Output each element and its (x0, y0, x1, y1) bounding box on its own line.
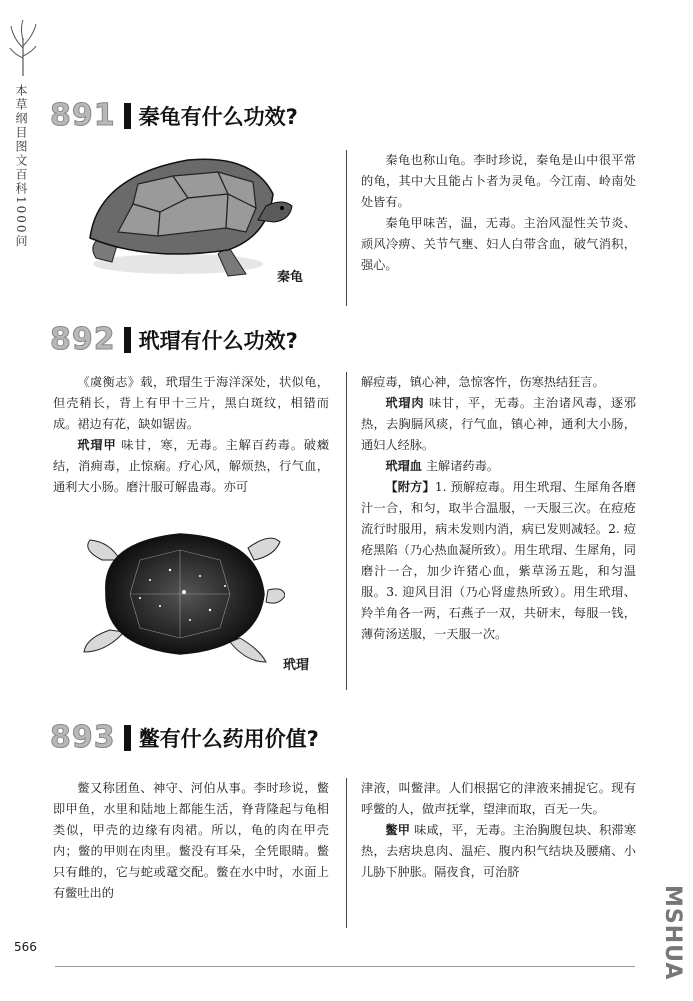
heading-bar (124, 327, 131, 353)
section-893-heading (50, 720, 319, 755)
paragraph (361, 820, 636, 883)
paragraph: 《虞衡志》载，玳瑁生于海洋深处，状似龟，但壳稍长，背上有甲十三片，黑白斑纹，相错而成。裙边有花，缺如锯齿。 (53, 375, 329, 431)
term: 【附方】 (385, 480, 435, 494)
paragraph (361, 393, 636, 456)
paragraph-text: 味甘，平，无毒。主治诸风毒，逐邪热，去胸膈风痰，行气血，镇心神，通利大小肠，通妇人经脉。 (361, 396, 637, 452)
column-divider (346, 778, 347, 928)
hawksbill-caption: 玳瑁 (283, 658, 310, 673)
section-number: 893 (50, 720, 116, 755)
paragraph-text: 味咸，平，无毒。主治胸腹包块、积滞寒热，去痞块息肉、温疟、腹内积气结块及腰痛、小儿胁下肿胀。隔夜食，可治脐 (361, 823, 637, 879)
watermark: MSHUA (660, 885, 685, 981)
section-891-heading (50, 98, 298, 133)
paragraph-text: 1. 预解痘毒。用生玳瑁、生犀角各磨汁一合，和匀，取半合温服，一天服三次。在痘疮流行时服用，病未发则内消，病已发则减轻。2. 痘疮黑陷（乃心热血凝所致）。用生玳瑁、生犀角，同磨汁一合，加少许猪心血，紫草汤五匙，和匀温服。3. 迎风目泪（乃心肾虚热所致）。用生玳瑁、羚羊角各一两，石燕子一双，共研末，每服一钱，薄荷汤送服，一天服一次。 (361, 480, 636, 641)
paragraph: 解痘毒，镇心神，急惊客忤，伤寒热结狂言。 (361, 375, 605, 389)
page-number: 566 (14, 940, 37, 954)
paragraph (53, 435, 329, 498)
section-number: 891 (50, 98, 116, 133)
side-book-title: 本草纲目图文百科1000问 (14, 84, 28, 249)
term: 鳖甲 (385, 823, 411, 837)
heading-bar (124, 725, 131, 751)
paragraph: 津液，叫鳖津。人们根据它的津液来捕捉它。现有呼鳖的人，做声抚掌，望津而取，百无一失。 (361, 781, 636, 816)
paragraph-text: 主解诸药毒。 (421, 459, 499, 473)
hawksbill-illustration (80, 520, 285, 665)
qin-turtle-caption: 秦龟 (277, 270, 304, 285)
s893-right-column (361, 778, 636, 883)
column-divider (346, 372, 347, 690)
s893-left-column (53, 778, 329, 904)
paragraph-text: 味甘，寒，无毒。主解百药毒。破癥结，消痈毒，止惊痫。疗心风，解烦热，行气血，通利大小肠。磨汁服可解蛊毒。亦可 (53, 438, 330, 494)
section-title: 玳瑁有什么功效? (138, 328, 298, 353)
section-number: 892 (50, 322, 116, 357)
s891-right-column (361, 150, 636, 276)
paragraph: 鳖又称团鱼、神守、河伯从事。李时珍说，鳖即甲鱼，水里和陆地上都能生活，脊背隆起与龟相类似，甲壳的边缘有肉裙。所以，龟的肉在甲壳内；鳖的甲则在肉里。鳖没有耳朵，全凭眼睛。鳖只有雌的，它与蛇或鼋交配。鳖在水中时，水面上有鳖吐出的 (53, 781, 329, 900)
paragraph (361, 477, 636, 645)
term: 玳瑁甲 (77, 438, 117, 452)
s892-left-column (53, 372, 329, 498)
qin-turtle-illustration (78, 146, 293, 281)
heading-bar (124, 103, 131, 129)
section-title: 鳖有什么药用价值? (138, 726, 319, 751)
paragraph: 秦龟甲味苦，温，无毒。主治风湿性关节炎、顽风冷痹、关节气壅、妇人白带含血，破气消积，强心。 (361, 216, 636, 272)
term: 玳瑁肉 (385, 396, 425, 410)
term: 玳瑁血 (385, 459, 422, 473)
s892-right-column (361, 372, 636, 645)
paragraph (361, 456, 636, 477)
section-title: 秦龟有什么功效? (138, 104, 298, 129)
footer-rule (55, 966, 635, 967)
paragraph: 秦龟也称山龟。李时珍说，秦龟是山中很平常的龟，其中大且能占卜者为灵龟。今江南、岭南处处皆有。 (361, 153, 636, 209)
plant-ornament-icon (8, 18, 38, 78)
column-divider (346, 150, 347, 306)
section-892-heading (50, 322, 298, 357)
